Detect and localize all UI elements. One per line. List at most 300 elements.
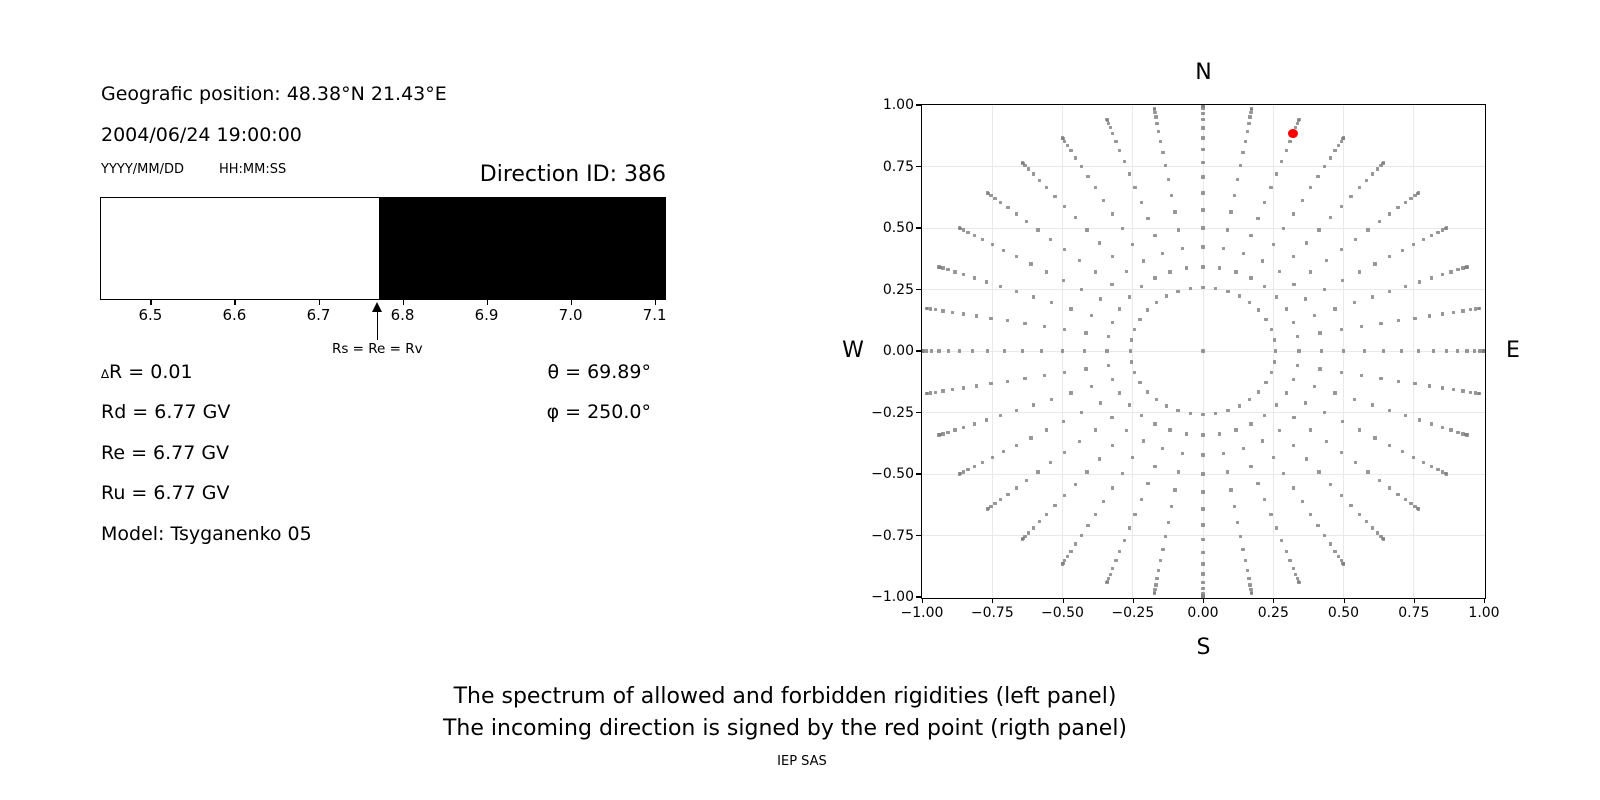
direction-dot [1329, 542, 1332, 545]
direction-dot [1241, 151, 1244, 154]
direction-dot [1296, 335, 1299, 338]
direction-dot [1006, 319, 1009, 322]
direction-dot [1080, 288, 1083, 291]
direction-dot [1138, 318, 1141, 321]
direction-dot [1349, 195, 1352, 198]
direction-dot [1201, 551, 1204, 554]
direction-dot [1261, 259, 1264, 262]
direction-dot [951, 311, 954, 314]
direction-dot [1248, 398, 1251, 401]
gridline [922, 166, 1485, 167]
direction-dot [1201, 286, 1204, 289]
direction-dot [1131, 243, 1134, 246]
direction-dot [1270, 328, 1273, 331]
direction-dot [1107, 122, 1110, 125]
time-format-label: HH:MM:SS [219, 162, 287, 177]
direction-dot [1445, 349, 1448, 352]
direction-dot [1214, 287, 1217, 290]
direction-dot [1382, 349, 1385, 352]
incoming-direction-chart [871, 97, 1500, 621]
direction-dot [1309, 428, 1312, 431]
direction-dot [1436, 468, 1439, 471]
direction-dot [1201, 507, 1204, 510]
direction-dot [1305, 241, 1308, 244]
direction-dot [1379, 322, 1382, 325]
direction-dot [1342, 562, 1345, 565]
direction-dot [937, 349, 940, 352]
phi-value-label: φ = 250.0° [546, 401, 651, 423]
direction-dot [1340, 494, 1343, 497]
direction-dot [1363, 349, 1366, 352]
x-axis-tick [150, 300, 151, 305]
direction-dot [1318, 367, 1321, 370]
direction-dot [1153, 234, 1156, 237]
direction-dot [1201, 265, 1204, 268]
direction-dot [1027, 531, 1030, 534]
y-axis-tick [916, 104, 921, 105]
x-axis-tick [403, 300, 404, 305]
direction-dot [1263, 414, 1266, 417]
direction-dot [1177, 470, 1180, 473]
direction-dot [1396, 493, 1399, 496]
direction-dot [1074, 156, 1077, 159]
direction-dot [975, 314, 978, 317]
direction-dot [999, 498, 1002, 501]
direction-dot [1304, 401, 1307, 404]
direction-dot [1280, 160, 1283, 163]
direction-dot [1465, 433, 1468, 436]
direction-dot [1465, 265, 1468, 268]
direction-dot [1309, 186, 1312, 189]
direction-dot [1320, 349, 1323, 352]
x-axis-tick-label: 0.75 [1398, 605, 1430, 621]
direction-dot [1125, 429, 1128, 432]
x-axis-tick [1063, 598, 1064, 603]
direction-dot [1296, 364, 1299, 367]
direction-dot [1371, 526, 1374, 529]
x-axis-tick-label: 7.0 [558, 306, 583, 324]
direction-dot [1050, 398, 1053, 401]
direction-dot [1201, 490, 1204, 493]
direction-dot [1189, 287, 1192, 290]
direction-dot [1366, 228, 1369, 231]
direction-dot [1388, 212, 1391, 215]
direction-dot [1159, 559, 1162, 562]
info-line: Rd = 6.77 GV [101, 401, 231, 423]
direction-dot [1049, 238, 1052, 241]
direction-dot [1123, 160, 1126, 163]
y-axis-tick-label: −0.25 [871, 404, 914, 421]
direction-dot [1045, 270, 1048, 273]
direction-dot [922, 349, 924, 352]
direction-dot [1128, 403, 1131, 406]
direction-dot [1340, 328, 1343, 331]
direction-dot [953, 428, 956, 431]
direction-dot [1316, 175, 1319, 178]
direction-dot [1111, 132, 1114, 135]
direction-dot [1164, 164, 1167, 167]
direction-dot [1365, 179, 1368, 182]
direction-dot [1201, 349, 1204, 352]
direction-dot [1201, 118, 1204, 121]
direction-dot [1436, 231, 1439, 234]
direction-dot [1109, 126, 1112, 129]
direction-dot [1062, 279, 1065, 282]
direction-dot [1094, 428, 1097, 431]
x-axis-tick [1484, 598, 1485, 603]
direction-dot [1449, 428, 1452, 431]
direction-dot [1038, 179, 1041, 182]
x-axis-tick-label: −0.50 [1041, 605, 1084, 621]
direction-dot [1003, 349, 1006, 352]
direction-dot [1461, 389, 1464, 392]
direction-dot [1027, 167, 1030, 170]
direction-dot [1002, 450, 1005, 453]
direction-dot [941, 432, 944, 435]
direction-dot [1249, 422, 1252, 425]
direction-dot [1382, 161, 1385, 164]
direction-dot [1049, 461, 1052, 464]
direction-dot [925, 307, 928, 310]
direction-dot [1153, 465, 1156, 468]
direction-dot [1085, 228, 1088, 231]
direction-dot [1201, 433, 1204, 436]
direction-dot [1478, 392, 1481, 395]
direction-dot [1036, 470, 1039, 473]
direction-dot [1296, 122, 1299, 125]
x-axis-tick-label: 6.5 [138, 306, 163, 324]
direction-dot [1111, 486, 1114, 489]
compass-north-label: N [1195, 60, 1212, 85]
direction-dot [1063, 248, 1066, 251]
direction-dot [1275, 172, 1278, 175]
direction-dot [1360, 374, 1363, 377]
direction-dot [1358, 428, 1361, 431]
direction-dot [1340, 371, 1343, 374]
direction-dot [985, 418, 988, 421]
direction-dot [1250, 592, 1253, 595]
direction-dot [951, 388, 954, 391]
direction-dot [1201, 581, 1204, 584]
direction-dot [1164, 535, 1167, 538]
direction-dot [1094, 186, 1097, 189]
direction-dot [1478, 307, 1481, 310]
direction-dot [1256, 482, 1259, 485]
direction-dot [1340, 451, 1343, 454]
direction-dot [1333, 307, 1336, 310]
direction-dot [1085, 470, 1088, 473]
y-axis-tick-label: 0.00 [882, 343, 914, 359]
direction-dot [1378, 220, 1381, 223]
direction-dot [929, 391, 932, 394]
y-axis-tick [916, 166, 921, 167]
direction-dot [1201, 453, 1204, 456]
direction-dot [1323, 288, 1326, 291]
direction-dot [1133, 186, 1136, 189]
direction-dot [1170, 505, 1173, 508]
direction-dot [1040, 349, 1043, 352]
direction-dot [1015, 212, 1018, 215]
direction-dot [1234, 270, 1237, 273]
direction-dot [1288, 140, 1291, 143]
direction-dot [1157, 569, 1160, 572]
direction-dot [1373, 436, 1376, 439]
direction-dot [1379, 377, 1382, 380]
direction-dot [1111, 444, 1114, 447]
up-arrow-stem [377, 311, 379, 340]
direction-dot [941, 266, 944, 269]
direction-dot [1168, 428, 1171, 431]
direction-dot [1452, 388, 1455, 391]
direction-dot [934, 391, 937, 394]
direction-dot [1201, 112, 1204, 115]
direction-dot [1263, 201, 1266, 204]
direction-dot [1118, 149, 1121, 152]
direction-dot [1349, 504, 1352, 507]
direction-dot [1146, 390, 1149, 393]
direction-dot [1201, 148, 1204, 151]
direction-dot [1105, 581, 1108, 584]
direction-dot [1247, 577, 1250, 580]
direction-dot [989, 382, 992, 385]
direction-dot [1021, 161, 1024, 164]
direction-dot [993, 502, 996, 505]
direction-dot [1292, 486, 1295, 489]
x-axis-tick [1414, 598, 1415, 603]
x-axis-tick-label: 6.9 [474, 306, 499, 324]
direction-dot [1469, 308, 1472, 311]
info-line: Model: Tsyganenko 05 [101, 523, 312, 545]
direction-dot [1167, 178, 1170, 181]
compass-east-label: E [1506, 338, 1520, 363]
direction-dot [1226, 470, 1229, 473]
direction-dot [1473, 349, 1476, 352]
direction-dot [1456, 431, 1459, 434]
direction-dot [1329, 483, 1332, 486]
x-axis-tick [1133, 598, 1134, 603]
direction-dot [1066, 144, 1069, 147]
direction-dot [1107, 364, 1110, 367]
direction-dot [1404, 201, 1407, 204]
direction-dot [1313, 314, 1316, 317]
direction-dot [1154, 115, 1157, 118]
direction-dot [1029, 262, 1032, 265]
direction-dot [1146, 482, 1149, 485]
direction-dot [962, 273, 965, 276]
direction-dot [958, 349, 961, 352]
direction-dot [1269, 186, 1272, 189]
direction-dot [1285, 307, 1288, 310]
direction-dot [1233, 194, 1236, 197]
cutoff-arrow-label: Rs = Re = Rv [331, 341, 423, 357]
direction-dot [1413, 382, 1416, 385]
direction-dot [1069, 149, 1072, 152]
direction-dot [1316, 524, 1319, 527]
direction-dot [1111, 567, 1114, 570]
direction-dot [1045, 428, 1048, 431]
direction-dot [1249, 111, 1252, 114]
direction-dot [1309, 270, 1312, 273]
gridline [1413, 105, 1414, 598]
direction-dot [962, 386, 965, 389]
direction-dot [1142, 259, 1145, 262]
direction-dot [929, 307, 932, 310]
direction-dot [1285, 391, 1288, 394]
direction-dot [1249, 234, 1252, 237]
direction-dot [1400, 349, 1403, 352]
direction-dot [1063, 205, 1066, 208]
direction-dot [1278, 429, 1281, 432]
direction-dot [1325, 440, 1328, 443]
direction-dot [1161, 447, 1164, 450]
direction-dot [1272, 456, 1275, 459]
x-axis-tick-label: 6.8 [390, 306, 415, 324]
direction-dot [1371, 295, 1374, 298]
direction-dot [1371, 403, 1374, 406]
direction-dot [1242, 447, 1245, 450]
direction-dot [1130, 338, 1133, 341]
direction-dot [1176, 409, 1179, 412]
direction-dot [1263, 285, 1266, 288]
y-axis-tick-label: 0.50 [882, 220, 914, 236]
x-axis-tick-label: 0.25 [1257, 605, 1289, 621]
direction-dot [1354, 461, 1357, 464]
direction-dot [1201, 105, 1204, 107]
direction-dot [1353, 398, 1356, 401]
direction-dot [1430, 234, 1433, 237]
direction-dot [1329, 216, 1332, 219]
direction-dot [1063, 328, 1066, 331]
direction-dot [1167, 521, 1170, 524]
direction-dot [1242, 252, 1245, 255]
direction-dot [1153, 276, 1156, 279]
direction-dot [1226, 228, 1229, 231]
direction-dot [1102, 500, 1105, 503]
direction-dot [1170, 194, 1173, 197]
direction-dot [1358, 270, 1361, 273]
rigidity-info-list [101, 361, 521, 571]
direction-dot [991, 243, 994, 246]
direction-dot [1189, 412, 1192, 415]
direction-dot [1015, 255, 1018, 258]
direction-dot [946, 431, 949, 434]
direction-dot [1185, 432, 1188, 435]
direction-dot [1129, 349, 1132, 352]
x-axis-tick-label: −1.00 [900, 605, 944, 621]
direction-dot [1201, 161, 1204, 164]
direction-dot [1404, 414, 1407, 417]
direction-dot [1445, 472, 1448, 475]
direction-dot [999, 414, 1002, 417]
direction-dot [1099, 297, 1102, 300]
direction-dot [1045, 186, 1048, 189]
direction-dot [1161, 151, 1164, 154]
direction-dot [1246, 569, 1249, 572]
direction-dot [1142, 439, 1145, 442]
direction-dot [1333, 550, 1336, 553]
direction-dot [1138, 381, 1141, 384]
direction-dot [1354, 238, 1357, 241]
direction-dot [1168, 270, 1171, 273]
direction-dot [1404, 285, 1407, 288]
direction-dot [937, 265, 940, 268]
direction-dot [1441, 273, 1444, 276]
direction-dot [1121, 472, 1124, 475]
direction-dot [1323, 534, 1326, 537]
y-axis-tick-label: 1.00 [882, 97, 914, 113]
info-line: Re = 6.77 GV [101, 442, 230, 464]
direction-dot [1006, 206, 1009, 209]
direction-dot [1086, 175, 1089, 178]
direction-dot [1084, 331, 1087, 334]
direction-dot [1301, 500, 1304, 503]
direction-dot [1153, 592, 1156, 595]
direction-dot [1241, 548, 1244, 551]
direction-dot [1248, 301, 1251, 304]
info-line: Ru = 6.77 GV [101, 482, 230, 504]
direction-dot [1090, 314, 1093, 317]
direction-dot [1285, 149, 1288, 152]
direction-dot [975, 384, 978, 387]
direction-dot [1432, 349, 1435, 352]
x-axis-tick [487, 300, 488, 305]
direction-dot [1074, 542, 1077, 545]
direction-dot [1412, 243, 1415, 246]
direction-dot [1396, 206, 1399, 209]
direction-dot [953, 270, 956, 273]
x-axis-tick [1203, 598, 1204, 603]
direction-dot [1214, 412, 1217, 415]
direction-dot [1111, 378, 1114, 381]
direction-dot [1146, 308, 1149, 311]
direction-dot [1441, 426, 1444, 429]
compass-west-label: W [842, 338, 864, 363]
direction-dot [1032, 172, 1035, 175]
direction-dot [1015, 444, 1018, 447]
direction-dot [1297, 118, 1300, 121]
direction-dot [1201, 472, 1204, 475]
direction-dot [1061, 562, 1064, 565]
direction-dot [999, 201, 1002, 204]
x-axis-tick [992, 598, 993, 603]
direction-dot [1428, 314, 1431, 317]
direction-dot [1080, 411, 1083, 414]
direction-dot [1154, 583, 1157, 586]
direction-dot [1318, 331, 1321, 334]
direction-dot [1358, 513, 1361, 516]
direction-dot [1123, 539, 1126, 542]
direction-dot [941, 309, 944, 312]
direction-dot [1273, 338, 1276, 341]
direction-dot [1023, 322, 1026, 325]
direction-dot [1099, 401, 1102, 404]
x-axis-tick [319, 300, 320, 305]
direction-dot [958, 472, 961, 475]
direction-dot [1201, 136, 1204, 139]
direction-dot [1246, 130, 1249, 133]
direction-dot [1201, 572, 1204, 575]
y-axis-tick [916, 227, 921, 228]
direction-dot [1441, 312, 1444, 315]
direction-dot [1114, 140, 1117, 143]
direction-dot [1388, 444, 1391, 447]
direction-dot [1098, 457, 1101, 460]
direction-dot [1015, 486, 1018, 489]
direction-dot [1181, 247, 1184, 250]
direction-dot [1155, 577, 1158, 580]
direction-dot [1153, 422, 1156, 425]
direction-dot [1236, 178, 1239, 181]
